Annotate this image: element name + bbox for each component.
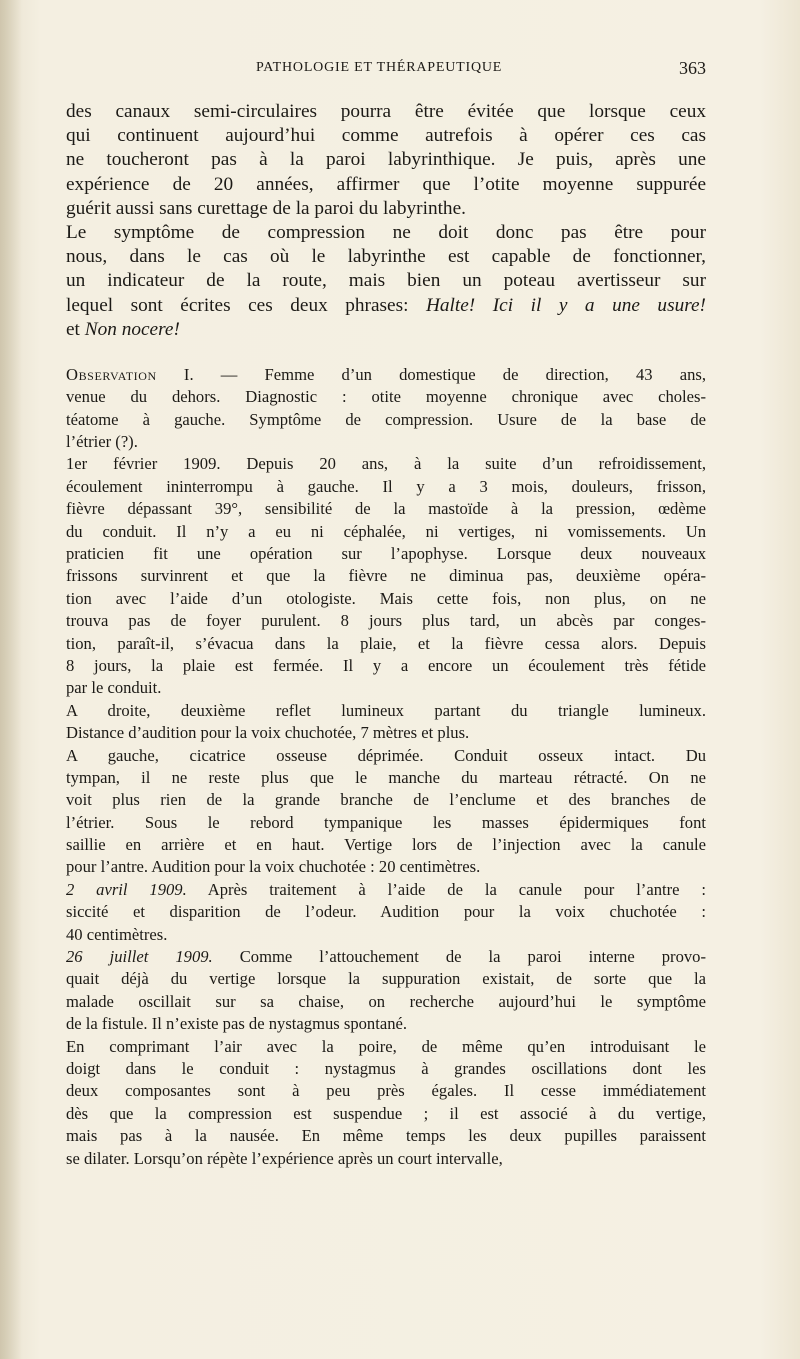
- body-text: [66, 100, 706, 1170]
- paragraph: [66, 700, 706, 745]
- text-line: [66, 633, 706, 655]
- text-segment: mais pas à la nausée. En même temps les deux pupilles paraissent: [66, 1126, 706, 1146]
- text-segment: fièvre dépassant 39°, sensibilité de la mastoïde à la pression, œdème: [66, 499, 706, 519]
- text-line: [66, 991, 706, 1013]
- text-segment: se dilater. Lorsqu’on répète l’expérience après un court intervalle,: [66, 1148, 503, 1168]
- text-line: [66, 245, 706, 269]
- text-segment: Le symptôme de compression ne doit donc pas être pour: [66, 221, 706, 243]
- small-caps-text: Observation: [66, 364, 157, 384]
- text-line: [66, 431, 706, 453]
- text-line: [66, 677, 706, 699]
- text-segment: tion avec l’aide d’un otologiste. Mais cette fois, non plus, on ne: [66, 588, 706, 608]
- text-segment: expérience de 20 années, affirmer que l’otite moyenne suppurée: [66, 173, 706, 195]
- text-line: [66, 100, 706, 124]
- text-segment: lequel sont écrites ces deux phrases:: [66, 294, 426, 316]
- text-segment: écoulement ininterrompu à gauche. Il y a 3 mois, douleurs, frisson,: [66, 476, 706, 496]
- text-line: [66, 968, 706, 990]
- text-segment: guérit aussi sans curettage de la paroi du labyrinthe.: [66, 197, 466, 219]
- text-segment: 40 centimètres.: [66, 924, 168, 944]
- text-line: [66, 946, 706, 968]
- text-segment: saillie en arrière et en haut. Vertige lors de l’injection avec la canule: [66, 835, 706, 855]
- text-segment: venue du dehors. Diagnostic : otite moyenne chronique avec choles-: [66, 387, 706, 407]
- text-line: [66, 700, 706, 722]
- text-line: [66, 221, 706, 245]
- text-segment: des canaux semi-circulaires pourra être évitée que lorsque ceux: [66, 101, 706, 122]
- text-line: [66, 364, 706, 386]
- text-line: [66, 521, 706, 543]
- text-line: [66, 565, 706, 587]
- page-number: 363: [679, 58, 706, 78]
- text-line: [66, 498, 706, 520]
- paragraph: [66, 946, 706, 1036]
- text-line: [66, 1148, 706, 1170]
- text-segment: I. — Femme d’un domestique de direction, 43 ans,: [156, 364, 706, 384]
- text-segment: frissons survinrent et que la fièvre ne diminua pas, deuxième opéra-: [66, 566, 706, 586]
- text-segment: du conduit. Il n’y a eu ni céphalée, ni vertiges, ni vomissements. Un: [66, 521, 706, 541]
- text-segment: Comme l’attouchement de la paroi interne provo-: [212, 947, 706, 967]
- text-segment: et: [66, 318, 85, 340]
- text-line: [66, 834, 706, 856]
- text-line: [66, 812, 706, 834]
- italic-text: 26 juillet 1909.: [66, 947, 213, 967]
- text-segment: praticien fit une opération sur l’apophyse. Lorsque deux nouveaux: [66, 544, 706, 563]
- text-segment: 8 jours, la plaie est fermée. Il y a encore un écoulement très fétide: [66, 655, 706, 675]
- text-line: [66, 610, 706, 632]
- text-line: [66, 124, 706, 148]
- text-segment: En comprimant l’air avec la poire, de même qu’en introduisant le: [66, 1036, 706, 1056]
- text-segment: qui continuent aujourd’hui comme autrefois à opérer ces cas: [66, 125, 706, 147]
- text-segment: un indicateur de la route, mais bien un poteau avertisseur sur: [66, 270, 706, 292]
- text-line: [66, 1125, 706, 1147]
- text-segment: nous, dans le cas où le labyrinthe est capable de fonctionner,: [66, 246, 706, 268]
- paragraph: [66, 364, 706, 454]
- paragraph: [66, 221, 706, 342]
- paragraph: [66, 100, 706, 221]
- paragraph: [66, 453, 706, 699]
- text-line: [66, 745, 706, 767]
- text-line: [66, 901, 706, 923]
- text-segment: tion, paraît-il, s’évacua dans la plaie, et la fièvre cessa alors. Depuis: [66, 633, 706, 653]
- text-segment: tympan, il ne reste plus que le manche du marteau rétracté. On ne: [66, 767, 706, 787]
- page-header: [66, 58, 706, 84]
- text-line: [66, 543, 706, 565]
- text-line: [66, 173, 706, 197]
- page-spine-shadow: [0, 0, 22, 1359]
- paragraph: [66, 745, 706, 879]
- paragraph-gap: [66, 342, 706, 364]
- text-segment: dès que la compression est suspendue ; il est associé à du vertige,: [66, 1103, 706, 1123]
- text-segment: l’étrier. Sous le rebord tympanique les masses épidermiques font: [66, 812, 706, 832]
- text-segment: téatome à gauche. Symptôme de compression. Usure de la base de: [66, 409, 706, 429]
- text-line: [66, 856, 706, 878]
- text-line: [66, 588, 706, 610]
- text-segment: doigt dans le conduit : nystagmus à grandes oscillations dont les: [66, 1058, 706, 1078]
- text-segment: de la fistule. Il n’existe pas de nystagmus spontané.: [66, 1014, 408, 1034]
- italic-text: Non nocere!: [84, 318, 180, 340]
- italic-text: Halte! Ici il y a une usure!: [425, 294, 706, 316]
- text-line: [66, 453, 706, 475]
- text-line: [66, 789, 706, 811]
- text-line: [66, 1080, 706, 1102]
- text-line: [66, 409, 706, 431]
- text-segment: ne toucheront pas à la paroi labyrinthique. Je puis, après une: [66, 149, 706, 171]
- text-line: [66, 924, 706, 946]
- text-line: [66, 386, 706, 408]
- text-segment: pour l’antre. Audition pour la voix chuchotée : 20 centimètres.: [66, 857, 481, 877]
- text-line: [66, 476, 706, 498]
- text-segment: A gauche, cicatrice osseuse déprimée. Conduit osseux intact. Du: [66, 745, 706, 765]
- text-segment: siccité et disparition de l’odeur. Audition pour la voix chuchotée :: [66, 902, 706, 922]
- text-segment: A droite, deuxième reflet lumineux partant du triangle lumineux.: [66, 700, 706, 720]
- text-segment: malade oscillait sur sa chaise, on recherche aujourd’hui le symptôme: [66, 991, 706, 1011]
- text-segment: l’étrier (?).: [66, 432, 138, 452]
- text-segment: quait déjà du vertige lorsque la suppuration existait, de sorte que la: [66, 969, 706, 989]
- text-line: [66, 655, 706, 677]
- text-segment: 1er février 1909. Depuis 20 ans, à la suite d’un refroidissement,: [66, 454, 706, 474]
- text-line: [66, 722, 706, 744]
- text-segment: par le conduit.: [66, 678, 162, 698]
- text-line: [66, 269, 706, 293]
- text-segment: voit plus rien de la grande branche de l’enclume et des branches de: [66, 790, 706, 810]
- paragraph: [66, 1036, 706, 1170]
- text-line: [66, 1058, 706, 1080]
- text-line: [66, 1103, 706, 1125]
- text-line: [66, 879, 706, 901]
- text-line: [66, 1013, 706, 1035]
- text-line: [66, 767, 706, 789]
- text-segment: trouva pas de foyer purulent. 8 jours plus tard, un abcès par conges-: [66, 611, 706, 631]
- text-segment: Après traitement à l’aide de la canule pour l’antre :: [186, 879, 706, 899]
- text-line: [66, 197, 706, 221]
- text-line: [66, 318, 706, 342]
- text-line: [66, 294, 706, 318]
- text-line: [66, 1036, 706, 1058]
- text-segment: Distance d’audition pour la voix chuchotée, 7 mètres et plus.: [66, 723, 470, 743]
- text-segment: deux composantes sont à peu près égales. Il cesse immédiatement: [66, 1081, 706, 1101]
- running-title: PATHOLOGIE ET THÉRAPEUTIQUE: [256, 60, 503, 75]
- italic-text: 2 avril 1909.: [66, 879, 187, 899]
- text-line: [66, 148, 706, 172]
- paragraph: [66, 879, 706, 946]
